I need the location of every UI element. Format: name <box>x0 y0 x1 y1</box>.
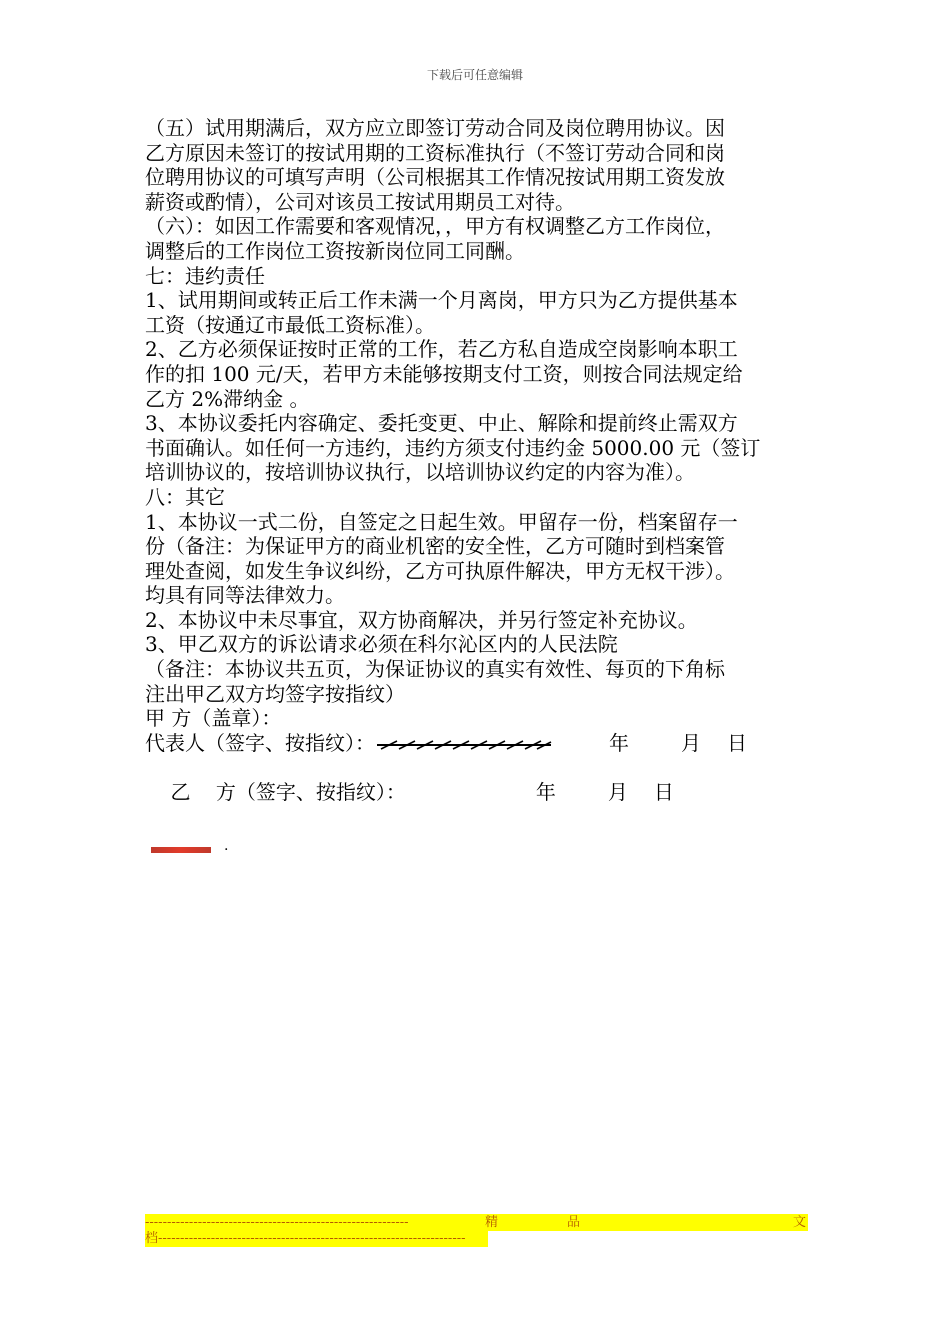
day-label: 日 <box>727 730 747 755</box>
dot-mark: . <box>224 838 229 854</box>
footer-word-wen: 文 <box>793 1215 807 1230</box>
paragraph-line: 份（备注：为保证甲方的商业机密的安全性，乙方可随时到档案管 <box>145 534 725 559</box>
paragraph-line: 3、甲乙双方的诉讼请求必须在科尔沁区内的人民法院 <box>145 632 618 657</box>
footer-line-2 <box>145 1231 488 1247</box>
footer-dashes: ------------------------------------------------------------ <box>145 1215 409 1230</box>
day-label: 日 <box>653 780 674 805</box>
section-heading: 七：违约责任 <box>145 263 265 288</box>
paragraph-line: 书面确认。如任何一方违约，违约方须支付违约金 5000.00 元（签订 <box>145 435 761 460</box>
representative-signature-line <box>145 731 835 756</box>
party-a-seal-line: 甲 方（盖章）： <box>145 706 282 731</box>
paragraph-line: （六）：如因工作需要和客观情况，，甲方有权调整乙方工作岗位， <box>145 214 725 239</box>
footer-word-jing: 精 <box>485 1215 499 1230</box>
party-b-label: 乙 方（签字、按指纹）： <box>170 780 406 805</box>
paragraph-line: 1、试用期间或转正后工作未满一个月离岗，甲方只为乙方提供基本 <box>145 288 738 313</box>
paragraph-line: 理处查阅，如发生争议纠纷，乙方可执原件解决，甲方无权干涉）。 <box>145 558 735 583</box>
footer-word-pin: 品 <box>567 1215 581 1230</box>
year-label: 年 <box>609 730 629 755</box>
footer-dashes: ---------------------------------------------------------------------- <box>158 1231 466 1246</box>
paragraph-line: 3、本协议委托内容确定、委托变更、中止、解除和提前终止需双方 <box>145 411 738 436</box>
paragraph-line: 2、本协议中未尽事宜，双方协商解决，并另行签定补充协议。 <box>145 607 698 632</box>
month-label: 月 <box>607 780 628 805</box>
page-header: 下载后可任意编辑 <box>426 68 523 82</box>
signature-dash-marks <box>375 736 553 752</box>
paragraph-line: 均具有同等法律效力。 <box>145 583 345 608</box>
paragraph-line: （备注：本协议共五页，为保证协议的真实有效性、每页的下角标 <box>145 657 725 682</box>
section-heading: 八：其它 <box>145 484 225 509</box>
document-body <box>145 116 835 829</box>
paragraph-line: 2、乙方必须保证按时正常的工作，若乙方私自造成空岗影响本职工 <box>145 337 738 362</box>
footer-word-dang: 档 <box>145 1231 159 1246</box>
paragraph-line: 乙方原因未签订的按试用期的工资标准执行（不签订劳动合同和岗 <box>145 140 725 165</box>
paragraph-line: 调整后的工作岗位工资按新岗位同工同酬。 <box>145 238 525 263</box>
footer-line-1 <box>145 1214 808 1231</box>
paragraph-line: 乙方 2%滞纳金 。 <box>145 386 310 411</box>
red-decorative-bar <box>151 847 211 853</box>
paragraph-line: 注出甲乙双方均签字按指纹） <box>145 681 405 706</box>
paragraph-line: 位聘用协议的可填写声明（公司根据其工作情况按试用期工资发放 <box>145 165 725 190</box>
paragraph-line: 1、本协议一式二份，自签定之日起生效。甲留存一份，档案留存一 <box>145 509 738 534</box>
paragraph-line: 作的扣 100 元/天，若甲方未能够按期支付工资，则按合同法规定给 <box>145 361 743 386</box>
paragraph-line: （五）试用期满后，双方应立即签订劳动合同及岗位聘用协议。因 <box>145 116 725 140</box>
paragraph-line: 培训协议的，按培训协议执行，以培训协议约定的内容为准）。 <box>145 460 695 485</box>
year-label: 年 <box>535 780 556 805</box>
party-b-signature-line <box>145 755 835 829</box>
month-label: 月 <box>681 730 701 755</box>
paragraph-line: 工资（按通辽市最低工资标准）。 <box>145 312 435 337</box>
paragraph-line: 薪资或酌情），公司对该员工按试用期员工对待。 <box>145 189 575 214</box>
representative-label: 代表人（签字、按指纹）： <box>145 730 375 755</box>
